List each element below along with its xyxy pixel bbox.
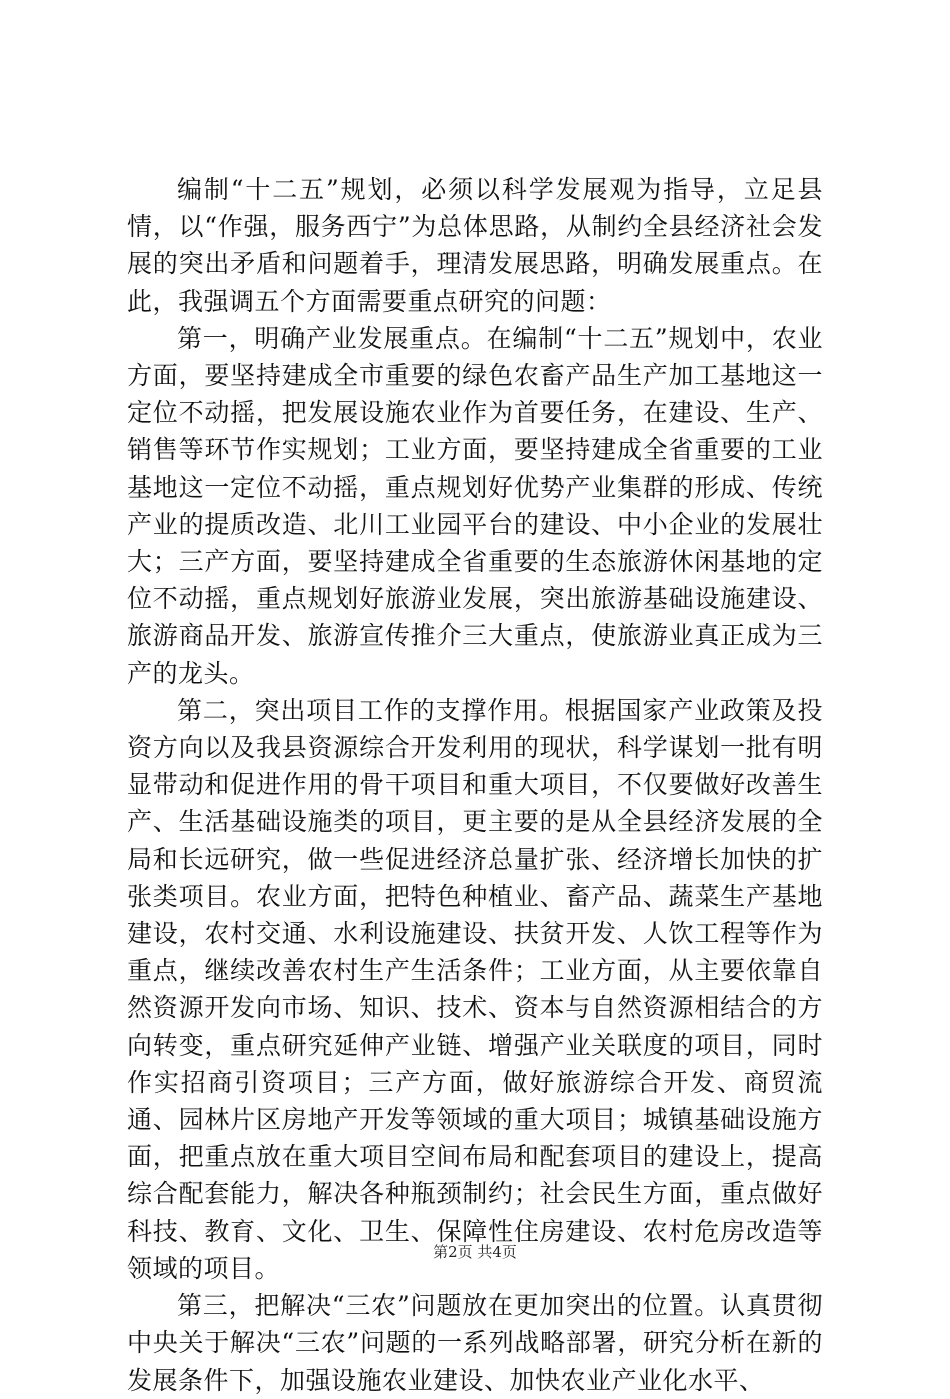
body-text (127, 171, 823, 1399)
page-number: 第2页 共4页 (433, 1243, 517, 1261)
paragraph-intro: 编制“十二五”规划，必须以科学发展观为指导，立足县情，以“作强，服务西宁”为总体思路，从制约全县经济社会发展的突出矛盾和问题着手，理清发展思路，明确发展重点。在此，我强调五个方面需要重点研究的问题： (127, 175, 823, 316)
paragraph-second-point: 第二，突出项目工作的支撑作用。根据国家产业政策及投资方向以及我县资源综合开发利用的现状，科学谋划一批有明显带动和促进作用的骨干项目和重大项目，不仅要做好改善生产、生活基础设施类的项目，更主要的是从全县经济发展的全局和长远研究，做一些促进经济总量扩张、经济增长加快的扩张类项目。农业方面，把特色种植业、畜产品、蔬菜生产基地建设，农村交通、水利设施建设、扶贫开发、人饮工程等作为重点，继续改善农村生产生活条件；工业方面，从主要依靠自然资源开发向市场、知识、技术、资本与自然资源相结合的方向转变，重点研究延伸产业链、增强产业关联度的项目，同时作实招商引资项目；三产方面，做好旅游综合开发、商贸流通、园林片区房地产开发等领域的重大项目；城镇基础设施方面，把重点放在重大项目空间布局和配套项目的建设上，提高综合配套能力，解决各种瓶颈制约；社会民生方面，重点做好科技、教育、文化、卫生、保障性住房建设、农村危房改造等领域的项目。 (127, 695, 823, 1283)
paragraph-first-point: 第一，明确产业发展重点。在编制“十二五”规划中，农业方面，要坚持建成全市重要的绿色农畜产品生产加工基地这一定位不动摇，把发展设施农业作为首要任务，在建设、生产、销售等环节作实规划；工业方面，要坚持建成全省重要的工业基地这一定位不动摇，重点规划好优势产业集群的形成、传统产业的提质改造、北川工业园平台的建设、中小企业的发展壮大；三产方面，要坚持建成全省重要的生态旅游休闲基地的定位不动摇，重点规划好旅游业发展，突出旅游基础设施建设、旅游商品开发、旅游宣传推介三大重点，使旅游业真正成为三产的龙头。 (127, 323, 823, 688)
paragraph-third-point: 第三，把解决“三农”问题放在更加突出的位置。认真贯彻中央关于解决“三农”问题的一系列战略部署，研究分析在新的发展条件下，加强设施农业建设、加快农业产业化水平、 (127, 1291, 823, 1395)
